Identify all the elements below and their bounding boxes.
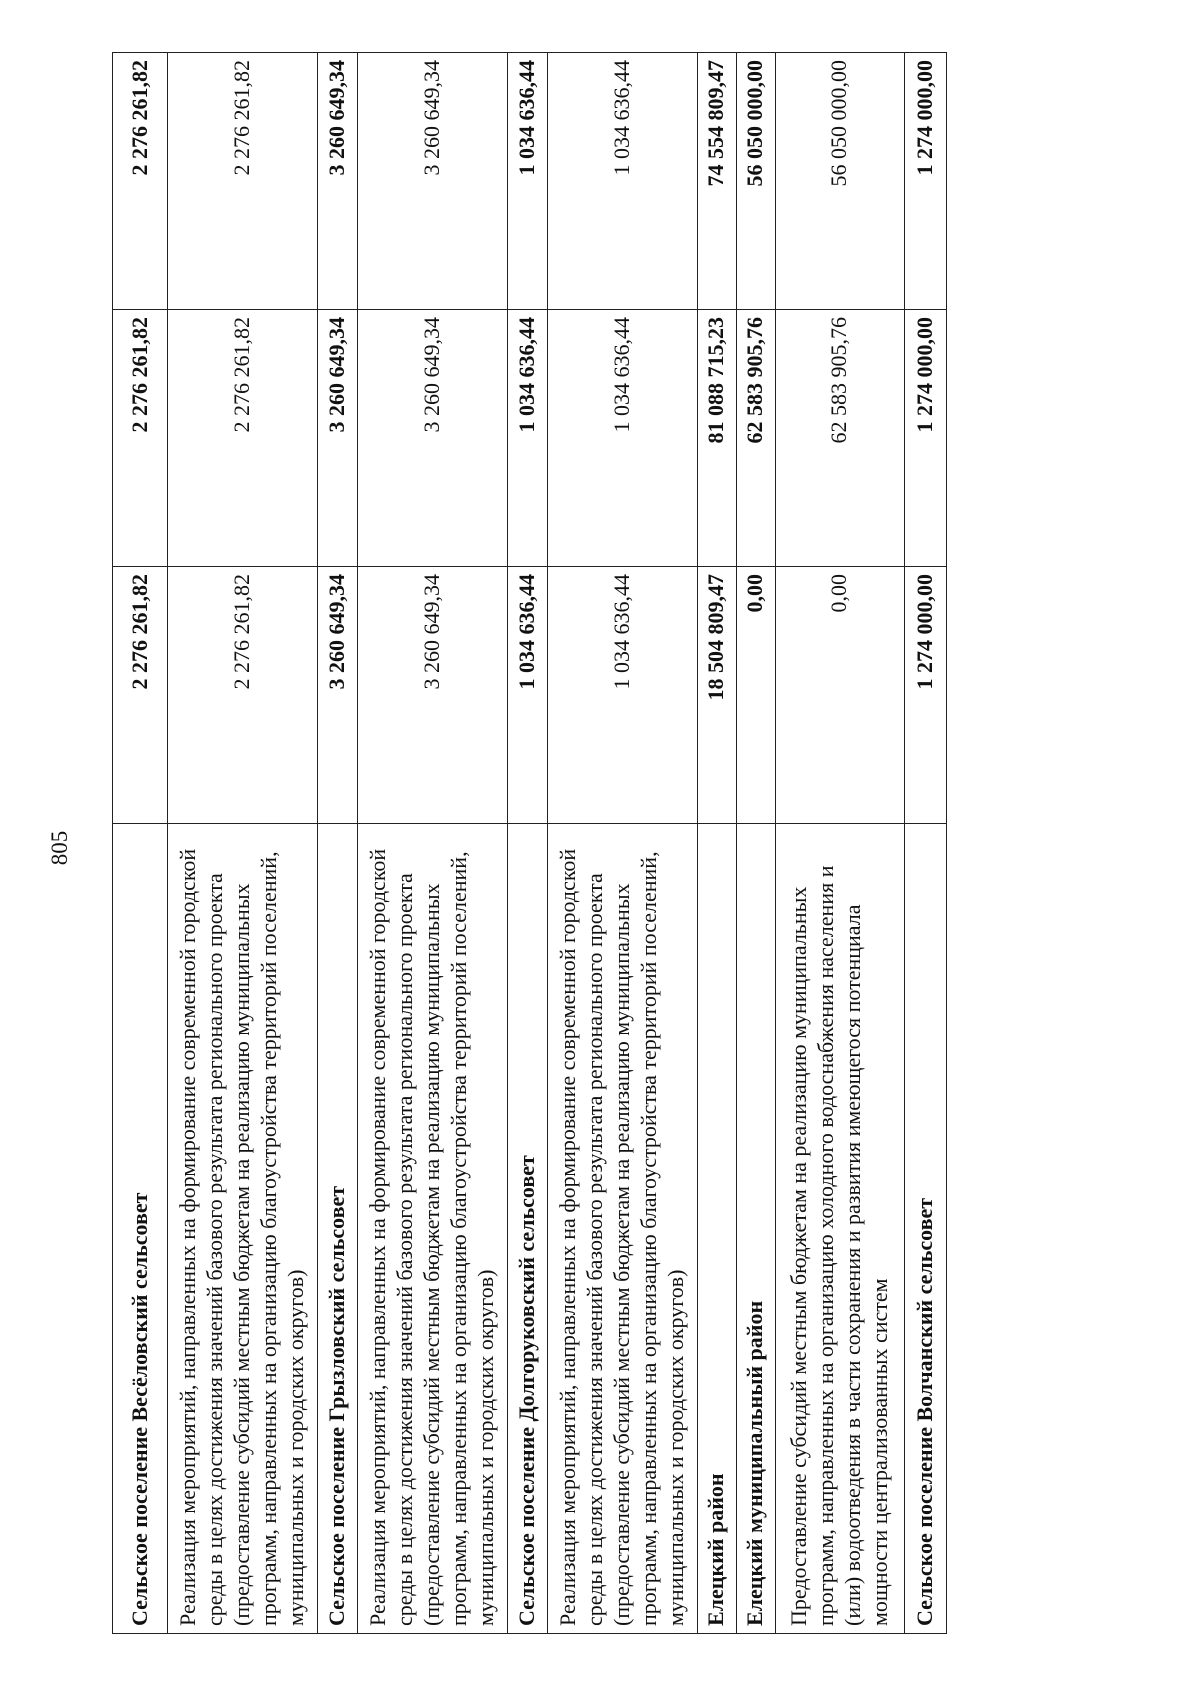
value-year-3: 56 050 000,00 — [775, 53, 904, 310]
value-year-2: 1 034 636,44 — [507, 310, 547, 567]
value-year-2: 62 583 905,76 — [775, 310, 904, 567]
table-row-vesyolovsky — [113, 53, 168, 1634]
value-year-1: 1 274 000,00 — [904, 567, 946, 824]
row-description: Предоставление субсидий местным бюджетам на реализацию муниципальных программ, направленных на организацию холодного водоснабжения населения и (или) водоотведения в части сохранения и развития имеющегося потенциала мощности централизованных систем — [775, 824, 904, 1634]
value-year-1: 1 034 636,44 — [547, 567, 697, 824]
value-year-2: 62 583 905,76 — [736, 310, 775, 567]
value-year-3: 1 274 000,00 — [904, 53, 946, 310]
value-year-3: 56 050 000,00 — [736, 53, 775, 310]
value-year-1: 18 504 809,47 — [697, 567, 736, 824]
value-year-2: 3 260 649,34 — [357, 310, 507, 567]
value-year-1: 0,00 — [736, 567, 775, 824]
value-year-3: 1 034 636,44 — [507, 53, 547, 310]
table-row-dolgorukovsky — [507, 53, 547, 1634]
value-year-2: 81 088 715,23 — [697, 310, 736, 567]
value-year-2: 3 260 649,34 — [317, 310, 357, 567]
row-description: Реализация мероприятий, направленных на формирование современной городской среды в целях достижения значений базового результата регионального проекта (предоставление субсидий местным бюджетам на реализацию муниципальных программ, направленных на организацию благоустройства территорий поселений, муниципальных и городских округов) — [547, 824, 697, 1634]
value-year-2: 2 276 261,82 — [167, 310, 317, 567]
rotated-table-wrapper — [112, 52, 947, 1634]
table-row-yelets-district — [697, 53, 736, 1634]
value-year-3: 2 276 261,82 — [113, 53, 168, 310]
row-name: Сельское поселение Грызловский сельсовет — [317, 824, 357, 1634]
value-year-3: 3 260 649,34 — [317, 53, 357, 310]
value-year-3: 1 034 636,44 — [547, 53, 697, 310]
page-number: 805 — [47, 830, 72, 866]
value-year-3: 74 554 809,47 — [697, 53, 736, 310]
value-year-1: 2 276 261,82 — [113, 567, 168, 824]
row-name: Елецкий район — [697, 824, 736, 1634]
value-year-1: 3 260 649,34 — [357, 567, 507, 824]
value-year-1: 0,00 — [775, 567, 904, 824]
value-year-2: 1 034 636,44 — [547, 310, 697, 567]
value-year-1: 3 260 649,34 — [317, 567, 357, 824]
value-year-2: 1 274 000,00 — [904, 310, 946, 567]
value-year-3: 2 276 261,82 — [167, 53, 317, 310]
value-year-3: 3 260 649,34 — [357, 53, 507, 310]
row-name: Сельское поселение Волчанский сельсовет — [904, 824, 946, 1634]
table-row-gryzlovsky — [317, 53, 357, 1634]
row-description: Реализация мероприятий, направленных на формирование современной городской среды в целях достижения значений базового результата регионального проекта (предоставление субсидий местным бюджетам на реализацию муниципальных программ, направленных на организацию благоустройства территорий поселений, муниципальных и городских округов) — [357, 824, 507, 1634]
table-row-volchansky — [904, 53, 946, 1634]
value-year-2: 2 276 261,82 — [113, 310, 168, 567]
row-description: Реализация мероприятий, направленных на формирование современной городской среды в целях достижения значений базового результата регионального проекта (предоставление субсидий местным бюджетам на реализацию муниципальных программ, направленных на организацию благоустройства территорий поселений, муниципальных и городских округов) — [167, 824, 317, 1634]
table-row-yelets-municipal-district — [736, 53, 775, 1634]
row-name: Елецкий муниципальный район — [736, 824, 775, 1634]
table-row-detail — [775, 53, 904, 1634]
value-year-1: 2 276 261,82 — [167, 567, 317, 824]
table-row-detail — [167, 53, 317, 1634]
row-name: Сельское поселение Весёловский сельсовет — [113, 824, 168, 1634]
budget-table — [112, 52, 947, 1634]
table-row-detail — [547, 53, 697, 1634]
value-year-1: 1 034 636,44 — [507, 567, 547, 824]
table-row-detail — [357, 53, 507, 1634]
row-name: Сельское поселение Долгоруковский сельсовет — [507, 824, 547, 1634]
